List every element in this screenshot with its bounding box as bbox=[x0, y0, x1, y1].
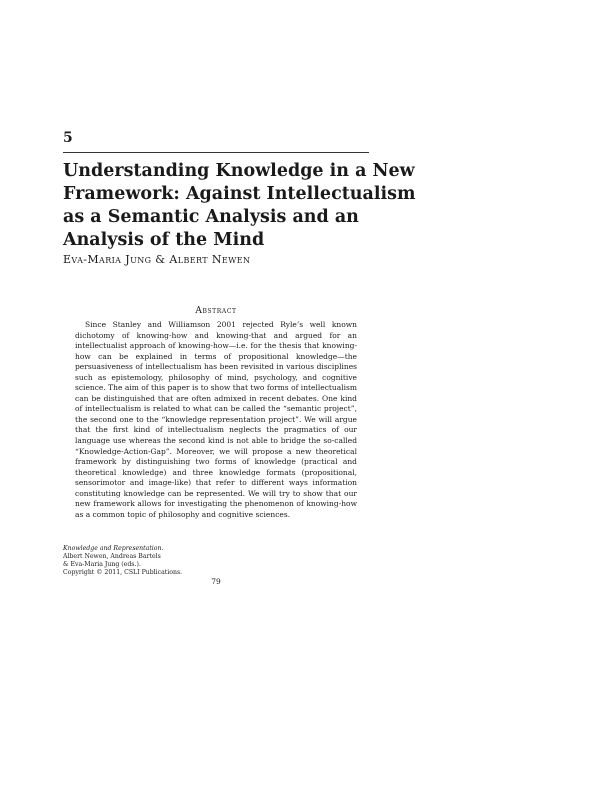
chapter-number: 5 bbox=[63, 130, 73, 146]
chapter-rule bbox=[63, 152, 369, 153]
chapter-title-line: as a Semantic Analysis and an bbox=[63, 207, 359, 227]
chapter-title-line: Analysis of the Mind bbox=[63, 230, 265, 250]
abstract-body: Since Stanley and Williamson 2001 rejected Ryle’s well known dichotomy of knowing-how and knowing-that and argued for an intellectualist approach of knowing-how—i.e. for the thesis that knowing-how can be explained in terms of propositional knowledge—the persuasiveness of intellectualism has been revisited in various disciplines such as epistemology, philosophy of mind, psychology, and cognitive science. The aim of this paper is to show that two forms of intellectualism can be distinguished that are often admixed in recent debates. One kind of intellectualism is related to what can be called the “semantic project”, the second one to the “knowledge representation project”. We will argue that the first kind of intellectualism neglects the pragmatics of our language use whereas the second kind is not able to bridge the so-called “Knowledge-Action-Gap”. Moreover, we will propose a new theoretical framework by distinguishing two forms of knowledge (practical and theoretical knowledge) and three knowledge formats (propositional, sensorimotor and image-like) that refer to different ways information constituting knowledge can be represented. We will try to show that our new framework allows for investigating the phenomenon of knowing-how as a common topic of philosophy and cognitive sciences. bbox=[75, 320, 357, 519]
footnote-book-title: Knowledge and Representation. bbox=[63, 545, 164, 552]
abstract-heading: Abstract bbox=[195, 306, 237, 316]
footnote-editors: & Eva-Maria Jung (eds.). bbox=[63, 561, 141, 568]
page-number: 79 bbox=[211, 577, 221, 586]
chapter-title-line: Framework: Against Intellectualism bbox=[63, 184, 416, 204]
chapter-authors: Eva-Maria Jung & Albert Newen bbox=[63, 253, 251, 266]
chapter-title-line: Understanding Knowledge in a New bbox=[63, 161, 415, 181]
footnote-copyright: Copyright © 2011, CSLI Publications. bbox=[63, 569, 183, 576]
footnote-editors: Albert Newen, Andreas Bartels bbox=[63, 553, 161, 560]
publication-footnote bbox=[63, 545, 283, 577]
chapter-title bbox=[63, 160, 416, 252]
